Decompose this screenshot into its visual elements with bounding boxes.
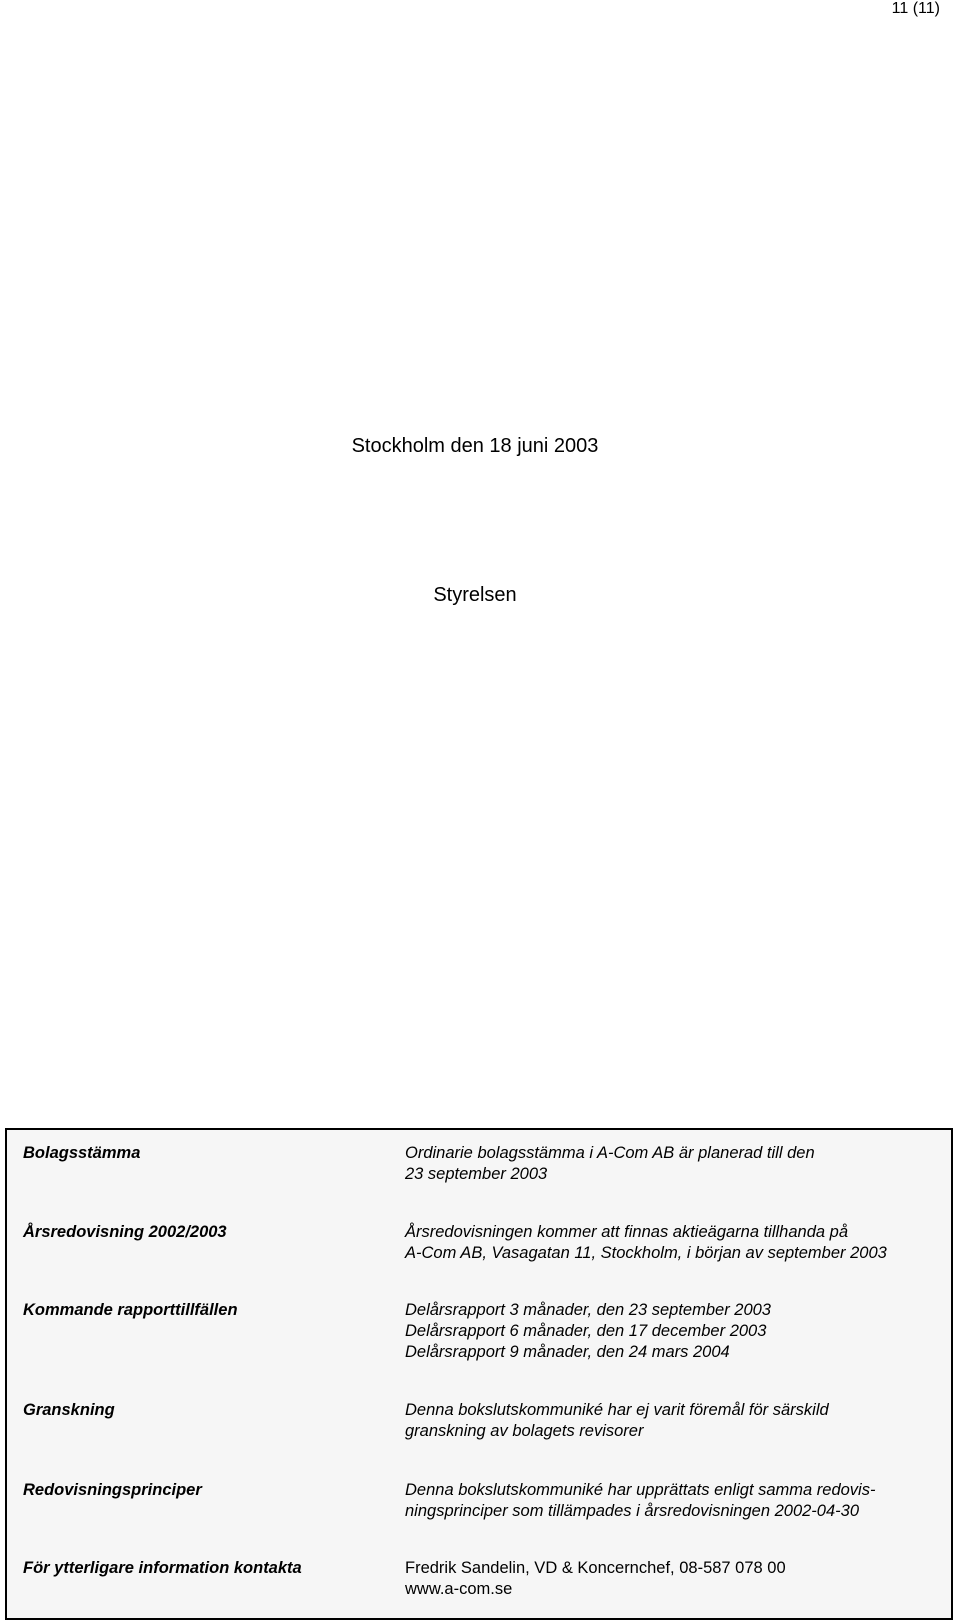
info-label: Kommande rapporttillfällen (23, 1301, 238, 1319)
info-value-line: Delårsrapport 3 månader, den 23 september 2003 (405, 1301, 771, 1319)
info-value-line: Delårsrapport 9 månader, den 24 mars 2004 (405, 1343, 730, 1361)
info-value (405, 1400, 945, 1442)
info-label: Redovisningsprinciper (23, 1481, 202, 1499)
website-link[interactable]: www.a-com.se (405, 1580, 513, 1598)
info-value-line: Denna bokslutskommuniké har ej varit föremål för särskild (405, 1401, 829, 1419)
signatory: Styrelsen (433, 584, 517, 606)
info-label: Årsredovisning 2002/2003 (23, 1223, 227, 1241)
info-label: Bolagsstämma (23, 1144, 141, 1162)
info-box (5, 1128, 953, 1620)
info-label: För ytterligare information kontakta (23, 1559, 302, 1577)
info-value-line: A-Com AB, Vasagatan 11, Stockholm, i början av september 2003 (405, 1244, 887, 1262)
info-value (405, 1558, 945, 1600)
info-value (405, 1480, 945, 1522)
info-value-line: granskning av bolagets revisorer (405, 1422, 644, 1440)
page-number: 11 (11) (891, 0, 940, 17)
info-value-line: 23 september 2003 (405, 1165, 548, 1183)
info-value-line: Delårsrapport 6 månader, den 17 december 2003 (405, 1322, 767, 1340)
info-value-line: Årsredovisningen kommer att finnas aktieägarna tillhanda på (405, 1223, 849, 1241)
info-value (405, 1300, 945, 1363)
contact-line: Fredrik Sandelin, VD & Koncernchef, 08-587 078 00 (405, 1559, 786, 1577)
info-value (405, 1143, 945, 1185)
info-value-line: Ordinarie bolagsstämma i A-Com AB är planerad till den (405, 1144, 815, 1162)
place-date: Stockholm den 18 juni 2003 (351, 435, 599, 457)
info-value-line: Denna bokslutskommuniké har upprättats enligt samma redovis- (405, 1481, 876, 1499)
info-value (405, 1222, 945, 1264)
info-label: Granskning (23, 1401, 115, 1419)
info-value-line: ningsprinciper som tillämpades i årsredovisningen 2002-04-30 (405, 1502, 859, 1520)
